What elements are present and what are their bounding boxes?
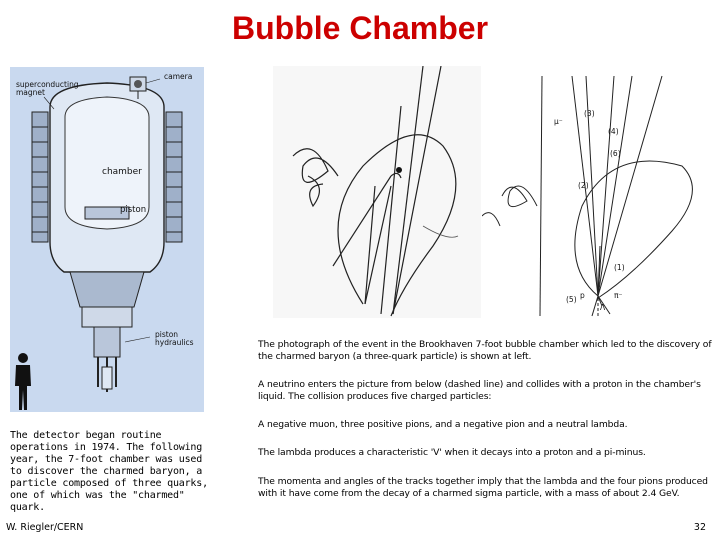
page-number: 32 <box>693 522 706 533</box>
detector-caption: The detector began routine operations in 1974. The following year, the 7-foot chamber was used to discover the charmed baryon, a particle composed of three quarks, one of which was the "charmed" quark. <box>10 430 208 513</box>
track-photo <box>273 66 481 318</box>
sketch-label-4: (4) <box>608 127 619 136</box>
sketch-label-mu: μ⁻ <box>554 117 563 126</box>
event-sketch-drawing <box>482 66 718 318</box>
paragraph-photo-description: The photograph of the event in the Brookhaven 7-foot bubble chamber which led to the discovery of the charmed baryon (a three-quark particle) is shown at left. <box>258 339 712 362</box>
sketch-label-lambda: Λ <box>600 303 606 312</box>
footer-author: W. Riegler/CERN <box>6 522 84 533</box>
label-piston: piston <box>120 205 147 215</box>
bubble-chamber-diagram <box>10 67 204 412</box>
chamber-drawing <box>10 67 204 412</box>
bubble-chamber-photograph <box>273 66 481 318</box>
paragraph-neutrino: A neutrino enters the picture from below (dashed line) and collides with a proton in the chamber's liquid. The collision produces five charged particles: <box>258 379 701 402</box>
human-scale-icon <box>12 352 34 412</box>
label-chamber: chamber <box>102 167 142 177</box>
paragraph-charmed-sigma: The momenta and angles of the tracks together imply that the lambda and the four pions produced with it have come from the decay of a charmed sigma particle, with a mass of about 2.4 GeV. <box>258 476 708 499</box>
sketch-label-pi-minus: π⁻ <box>614 291 623 300</box>
sketch-label-proton: p <box>580 291 585 300</box>
label-camera: camera <box>164 72 193 81</box>
slide-title: Bubble Chamber <box>231 10 489 46</box>
label-piston-hydraulics: piston hydraulics <box>155 330 194 347</box>
paragraph-lambda-decay: The lambda produces a characteristic 'V' when it decays into a proton and a pi-minus. <box>258 447 646 458</box>
magnet-coil-right <box>166 112 182 242</box>
sketch-label-5: (5) <box>566 295 577 304</box>
event-sketch <box>482 66 718 318</box>
sketch-label-6: (6) <box>610 149 621 158</box>
sketch-label-1: (1) <box>614 263 625 272</box>
paragraph-particles: A negative muon, three positive pions, and a negative pion and a neutral lambda. <box>258 419 628 430</box>
slide-title-container <box>0 10 720 47</box>
sketch-label-3: (3) <box>584 109 595 118</box>
label-superconducting-magnet: superconducting magnet <box>16 80 79 97</box>
magnet-coil-left <box>32 112 48 242</box>
sketch-label-2: (2) <box>578 181 589 190</box>
